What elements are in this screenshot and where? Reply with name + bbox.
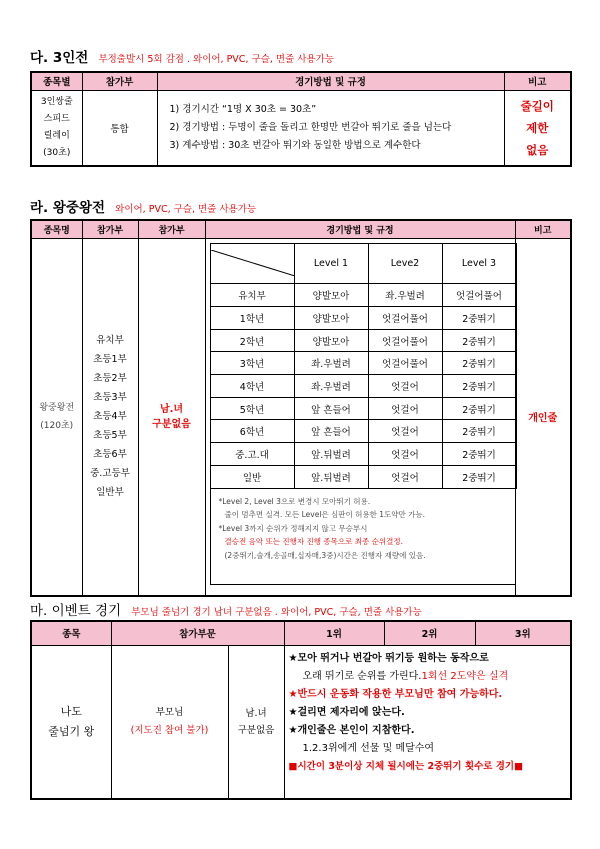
- note-line: *Level 2, Level 3으로 변경시 모아뛰기 허용.: [218, 496, 371, 506]
- event-name-cell: [31, 645, 111, 799]
- header-event: 종목명: [31, 220, 82, 238]
- header-rules: 경기방법 및 규정: [157, 72, 504, 90]
- section-m-title: [30, 599, 422, 619]
- relay-event-cell: [31, 90, 82, 166]
- division-item: 초등2부: [93, 373, 127, 385]
- relay-rules-cell: [157, 90, 504, 166]
- header-division: 참가부문: [111, 621, 284, 645]
- level1-cell: 양발모아: [294, 307, 368, 330]
- note-line: *Level 3까지 순위가 정해지지 않고 무승부시: [218, 523, 368, 533]
- event-line: 왕중왕전: [39, 402, 75, 413]
- level-row: [210, 284, 516, 307]
- rule-line: ★모아 뛰거나 번갈아 뛰기등 원하는 동작으로: [288, 652, 489, 664]
- division-label: 부모님: [155, 706, 184, 718]
- level2-cell: 엇걸어: [368, 465, 442, 488]
- header-event: 종목: [31, 621, 111, 645]
- note-line: 결승전 음악 또는 진행자 진행 종목으로 최종 순위결정.: [224, 537, 403, 546]
- division-item: 초등4부: [93, 411, 127, 423]
- note-line: (2중뛰기,술개,송골매,십자매,3중)시간은 진행자 재량에 있음.: [224, 550, 426, 560]
- champion-notes: [210, 489, 516, 585]
- header-remark: 비고: [515, 220, 571, 238]
- champion-rules-cell: [205, 238, 515, 596]
- diagonal-line: [211, 250, 295, 276]
- relay-remark-cell: [504, 90, 571, 166]
- division-item: 초등1부: [93, 354, 127, 366]
- relay-division: 통합: [82, 90, 157, 166]
- gender-line: 남.녀: [159, 403, 184, 415]
- level-row: [210, 329, 516, 352]
- level3-cell: 2중뛰기: [442, 329, 516, 352]
- level2-cell: 엇걸어: [368, 375, 442, 398]
- level-row: [210, 397, 516, 420]
- level1-cell: 앞.뒤벌려: [294, 443, 368, 466]
- level1-cell: 양발모아: [294, 284, 368, 307]
- event-gender-cell: [228, 645, 284, 799]
- champion-remark: 개인줄: [515, 238, 571, 596]
- division-item: 초등5부: [93, 430, 127, 442]
- champion-event-cell: [31, 238, 82, 596]
- level3-cell: 2중뛰기: [442, 443, 516, 466]
- level1-cell: 앞 흔들어: [294, 397, 368, 420]
- division-item: 초등6부: [93, 449, 127, 461]
- level1-cell: 양발모아: [294, 329, 368, 352]
- event-line: 릴레이: [43, 130, 70, 141]
- relay-table: [30, 71, 572, 167]
- event-line: 나도: [60, 704, 82, 718]
- level1-cell: 앞 흔들어: [294, 420, 368, 443]
- header-third: 3위: [475, 621, 571, 645]
- level-header: Level 3: [442, 243, 516, 284]
- level-row: [210, 375, 516, 398]
- level-header: Leve2: [368, 243, 442, 284]
- level2-cell: 엇걸어: [368, 420, 442, 443]
- rule-line: ★반드시 운동화 작용한 부모님만 참여 가능하다.: [288, 688, 503, 700]
- gender-line: 구분없음: [237, 724, 275, 736]
- grade-cell: 5학년: [210, 397, 294, 420]
- remark-line: 줄길이: [520, 98, 554, 113]
- division-note: (지도진 참여 불가): [130, 724, 209, 736]
- header-first: 1위: [284, 621, 384, 645]
- level2-cell: 엇걸어: [368, 397, 442, 420]
- division-item: 유치부: [96, 335, 124, 347]
- champion-table: [30, 219, 572, 597]
- champion-divisions-cell: [82, 238, 138, 596]
- section-d-note: 부정출발시 5회 감점 . 와이어, PVC, 구슬, 면줄 사용가능: [98, 54, 334, 65]
- event-division-cell: [111, 645, 228, 799]
- grade-cell: 중.고.대: [210, 443, 294, 466]
- rule-line: [289, 668, 571, 686]
- remark-line: 제한: [526, 120, 549, 135]
- level1-cell: 좌.우벌려: [294, 352, 368, 375]
- level2-cell: 엇걸어풀어: [368, 352, 442, 375]
- level-row: [210, 352, 516, 375]
- grade-cell: 유치부: [210, 284, 294, 307]
- level3-cell: 2중뛰기: [442, 352, 516, 375]
- header-division-2: 참가부: [138, 220, 205, 238]
- level-row: [210, 307, 516, 330]
- grade-cell: 3학년: [210, 352, 294, 375]
- rule-line: 1) 경기시간 “1명 X 30초 = 30초”: [169, 103, 317, 115]
- event-line: (120초): [40, 420, 74, 431]
- section-r-title: [30, 196, 256, 216]
- grade-cell: 4학년: [210, 375, 294, 398]
- level3-cell: 2중뛰기: [442, 465, 516, 488]
- section-r-heading: 라. 왕중왕전: [30, 200, 106, 216]
- section-r-note: 와이어, PVC, 구슬, 면줄 사용가능: [115, 204, 257, 215]
- rule-line: ■시간이 3분이상 지체 될시에는 2중뛰기 횟수로 경기■: [288, 760, 524, 772]
- header-second: 2위: [384, 621, 475, 645]
- rule-line: 3) 계수방법 : 30초 번갈아 뛰기와 동일한 방법으로 계수한다: [169, 139, 421, 151]
- gender-line: 남.녀: [245, 707, 267, 719]
- grade-cell: 일반: [210, 465, 294, 488]
- event-table: [30, 620, 572, 800]
- section-d-title: [30, 46, 334, 66]
- level2-cell: 엇걸어: [368, 443, 442, 466]
- remark-line: 없음: [526, 142, 549, 157]
- level-row: [210, 465, 516, 488]
- note-line: 줄이 멈추면 실격. 모든 Level은 심판이 허용한 1도약만 가능.: [224, 510, 426, 519]
- level2-cell: 엇걸어풀어: [368, 329, 442, 352]
- level3-cell: 2중뛰기: [442, 420, 516, 443]
- rule-text: 오래 뛰기로 순위를 가린다.: [302, 670, 422, 682]
- level3-cell: 2중뛰기: [442, 375, 516, 398]
- header-remark: 비고: [504, 72, 571, 90]
- rule-line: ★개인줄은 본인이 지참한다.: [288, 724, 415, 736]
- division-item: 일반부: [96, 487, 124, 499]
- header-rules: 경기방법 및 규정: [205, 220, 515, 238]
- event-line: 줄넘기 왕: [48, 724, 95, 738]
- rule-line: ★걸리면 제자리에 앉는다.: [288, 706, 405, 718]
- grade-cell: 6학년: [210, 420, 294, 443]
- section-m-heading: 마. 이벤트 경기: [30, 603, 122, 619]
- section-d-heading: 다. 3인전: [30, 50, 89, 66]
- level3-cell: 엇걸어풀어: [442, 284, 516, 307]
- header-division: 참가부: [82, 72, 157, 90]
- grade-cell: 2학년: [210, 329, 294, 352]
- header-division: 참가부: [82, 220, 138, 238]
- level2-cell: 엇걸어풀어: [368, 307, 442, 330]
- champion-gender-cell: [138, 238, 205, 596]
- level1-cell: 좌.우벌려: [294, 375, 368, 398]
- rule-line: 1.2.3위에게 선물 및 메달수여: [302, 742, 435, 754]
- rule-warning: 1회선 2도약은 실격: [421, 670, 509, 682]
- level-row: [210, 443, 516, 466]
- event-rules-cell: [284, 645, 571, 799]
- header-event: 종목별: [31, 72, 82, 90]
- rule-line: 2) 경기방법 : 두명이 줄을 돌리고 한명만 번갈아 뛰기로 줄을 넘는다: [169, 121, 452, 133]
- diagonal-corner: [210, 243, 294, 284]
- level-header: Level 1: [294, 243, 368, 284]
- level1-cell: 앞.뒤벌려: [294, 465, 368, 488]
- division-item: 초등3부: [93, 392, 127, 404]
- event-line: 3인쌍줄: [40, 96, 73, 107]
- level3-cell: 2중뛰기: [442, 307, 516, 330]
- gender-line: 구분없음: [152, 418, 191, 430]
- grade-cell: 1학년: [210, 307, 294, 330]
- level-row: [210, 420, 516, 443]
- event-line: 스피드: [43, 113, 70, 124]
- section-m-note: 부모님 줄넘기 경기 남녀 구분없음 . 와이어, PVC, 구슬, 면줄 사용가능: [131, 607, 422, 618]
- level3-cell: 2중뛰기: [442, 397, 516, 420]
- level2-cell: 좌.우벌려: [368, 284, 442, 307]
- division-item: 중.고등부: [90, 468, 130, 480]
- level-table: [210, 243, 517, 489]
- event-line: (30초): [43, 147, 71, 158]
